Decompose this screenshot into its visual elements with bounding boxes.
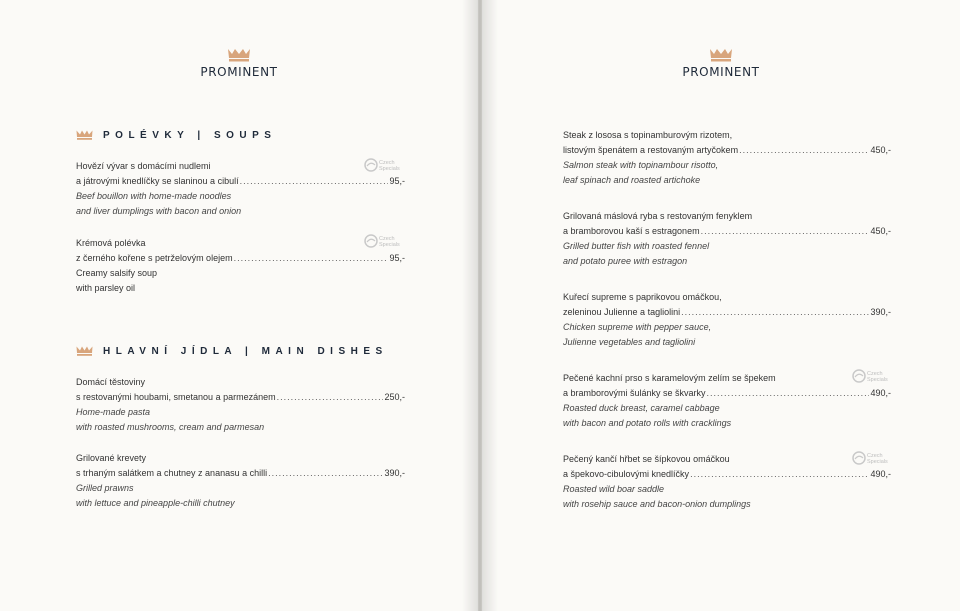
item-name-cz: Krémová polévka [76, 238, 146, 248]
dot-leader [268, 466, 383, 481]
badge-line-2: Specials [379, 166, 400, 172]
item-description-en: and potato puree with estragon [563, 256, 688, 266]
item-name-en: Salmon steak with topinambour risotto, [563, 160, 719, 170]
item-price-line [76, 251, 405, 266]
item-price: 250,- [384, 392, 405, 402]
crown-icon [76, 130, 93, 140]
item-description-cz: a bramborovými šulánky se škvarky [563, 388, 706, 398]
menu-item [563, 209, 891, 269]
brand-header-left [0, 48, 478, 79]
item-name-en: Roasted wild boar saddle [563, 484, 665, 494]
item-name-en: Chicken supreme with pepper sauce, [563, 322, 712, 332]
item-price-line [563, 224, 891, 239]
item-price-line [563, 467, 891, 482]
badge-line-1: Czech [867, 371, 883, 377]
menu-item [76, 451, 405, 511]
item-name-cz: Domácí těstoviny [76, 377, 146, 387]
item-name-cz: Grilované krevety [76, 453, 147, 463]
menu-item [76, 236, 405, 296]
item-price: 390,- [870, 307, 891, 317]
menu-item [76, 159, 405, 219]
badge-line-2: Specials [867, 377, 888, 383]
czech-specials-icon [852, 450, 892, 466]
item-name-en: Grilled butter fish with roasted fennel [563, 241, 710, 251]
czech-specials-badge [364, 157, 404, 173]
dot-leader [739, 143, 869, 158]
item-description-en: with roasted mushrooms, cream and parmesan [76, 422, 265, 432]
item-name-cz: Hovězí vývar s domácími nudlemi [76, 161, 211, 171]
menu-item [563, 371, 891, 431]
dot-leader [240, 174, 389, 189]
menu-item [563, 452, 891, 512]
dot-leader [707, 386, 870, 401]
section-title: HLAVNÍ JÍDLA | MAIN DISHES [103, 345, 388, 357]
item-description-cz: zeleninou Julienne a tagliolini [563, 307, 681, 317]
left-page [0, 0, 478, 611]
item-name-en: Grilled prawns [76, 483, 134, 493]
item-description-en: and liver dumplings with bacon and onion [76, 206, 242, 216]
czech-specials-icon [364, 233, 404, 249]
brand-header-right [482, 48, 960, 79]
item-description-en: with lettuce and pineapple-chilli chutney [76, 498, 235, 508]
item-name-cz: Grilovaná máslová ryba s restovaným fenyklem [563, 211, 753, 221]
czech-specials-badge [852, 450, 892, 466]
item-description-cz: listovým špenátem a restovaným artyčokem [563, 145, 739, 155]
dot-leader [690, 467, 869, 482]
item-description-cz: s restovanými houbami, smetanou a parmezánem [76, 392, 276, 402]
item-name-en: Creamy salsify soup [76, 268, 158, 278]
badge-line-1: Czech [867, 453, 883, 459]
item-price: 490,- [870, 469, 891, 479]
crown-icon [227, 48, 251, 62]
item-description-cz: a bramborovou kaší s estragonem [563, 226, 700, 236]
czech-specials-badge [364, 233, 404, 249]
item-description-cz: s trhaným salátkem a chutney z ananasu a chilli [76, 468, 268, 478]
badge-line-2: Specials [379, 242, 400, 248]
item-price-line [76, 466, 405, 481]
badge-line-1: Czech [379, 236, 395, 242]
item-description-en: with bacon and potato rolls with cracklings [563, 418, 732, 428]
item-price: 450,- [870, 226, 891, 236]
item-name-en: Beef bouillon with home-made noodles [76, 191, 232, 201]
item-price: 490,- [870, 388, 891, 398]
menu-item [563, 290, 891, 350]
item-description-cz: a játrovými knedlíčky se slaninou a cibulí [76, 176, 239, 186]
item-description-en: with rosehip sauce and bacon-onion dumplings [563, 499, 751, 509]
crown-icon [76, 346, 93, 356]
item-description-cz: z černého kořene s petrželovým olejem [76, 253, 233, 263]
item-price: 450,- [870, 145, 891, 155]
item-price-line [563, 143, 891, 158]
item-price-line [563, 386, 891, 401]
right-page [482, 0, 960, 611]
section-heading-mains [76, 345, 388, 357]
dot-leader [234, 251, 389, 266]
badge-line-2: Specials [867, 459, 888, 465]
menu-item [76, 375, 405, 435]
item-price: 95,- [389, 176, 405, 186]
item-price-line [76, 174, 405, 189]
crown-icon [709, 48, 733, 62]
item-description-en: leaf spinach and roasted artichoke [563, 175, 701, 185]
czech-specials-icon [852, 368, 892, 384]
item-price: 95,- [389, 253, 405, 263]
item-description-en: with parsley oil [76, 283, 136, 293]
section-title: POLÉVKY | SOUPS [103, 129, 277, 141]
item-name-en: Home-made pasta [76, 407, 151, 417]
badge-line-1: Czech [379, 160, 395, 166]
item-name-cz: Steak z lososa s topinamburovým rizotem, [563, 130, 733, 140]
czech-specials-icon [364, 157, 404, 173]
dot-leader [277, 390, 384, 405]
item-description-cz: a špekovo-cibulovými knedlíčky [563, 469, 690, 479]
dot-leader [701, 224, 870, 239]
item-name-en: Roasted duck breast, caramel cabbage [563, 403, 720, 413]
item-price: 390,- [384, 468, 405, 478]
brand-name: PROMINENT [200, 65, 278, 79]
dot-leader [681, 305, 869, 320]
section-heading-soups [76, 129, 276, 141]
item-price-line [76, 390, 405, 405]
item-name-cz: Pečený kančí hřbet se šípkovou omáčkou [563, 454, 730, 464]
item-name-cz: Kuřecí supreme s paprikovou omáčkou, [563, 292, 722, 302]
item-description-en: Julienne vegetables and tagliolini [563, 337, 696, 347]
item-price-line [563, 305, 891, 320]
czech-specials-badge [852, 368, 892, 384]
menu-item [563, 128, 891, 188]
item-name-cz: Pečené kachní prso s karamelovým zelím se špekem [563, 373, 776, 383]
brand-name: PROMINENT [682, 65, 760, 79]
